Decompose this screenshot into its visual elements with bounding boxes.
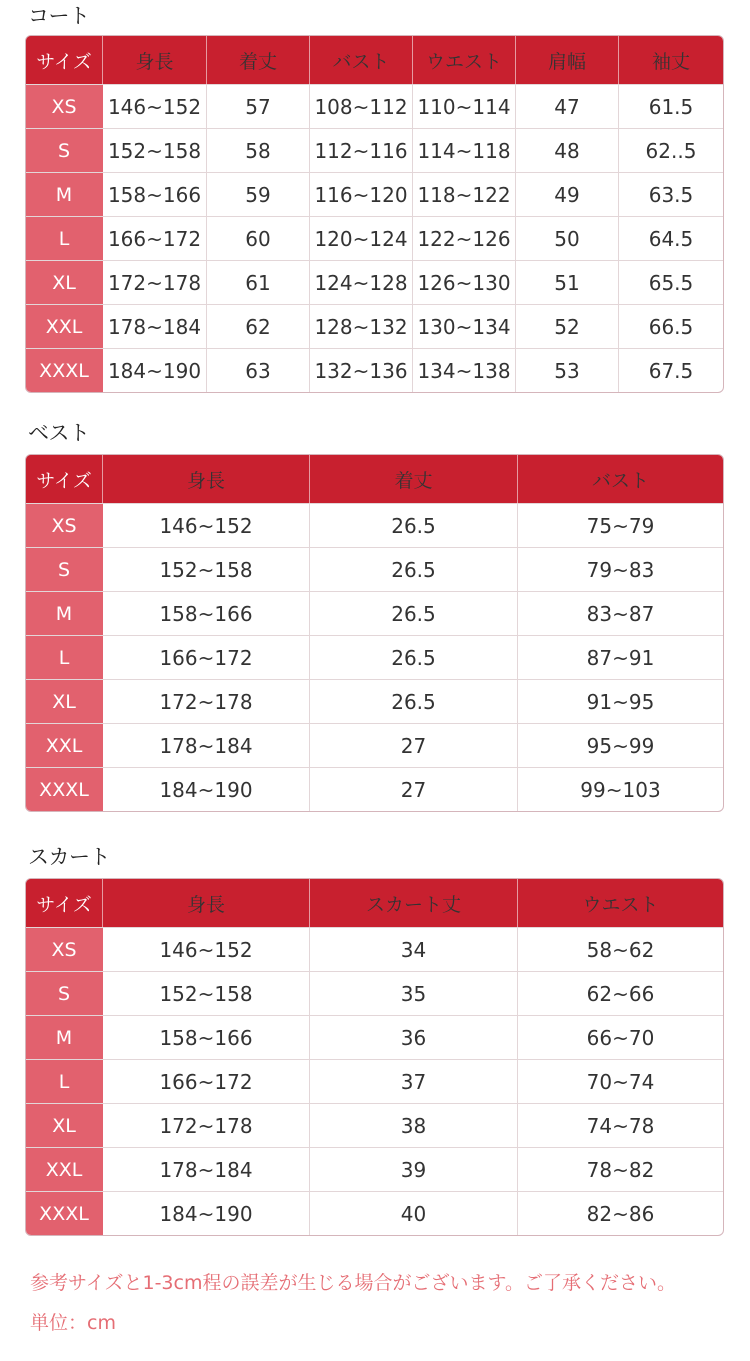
skirt-table-row xyxy=(26,1059,723,1103)
coat-table-cell: 61 xyxy=(207,261,310,304)
skirt-size-table xyxy=(25,878,724,1236)
coat-size-label: M xyxy=(26,173,103,216)
skirt-size-label: XS xyxy=(26,928,103,971)
skirt-size-label: XXXL xyxy=(26,1192,103,1235)
skirt-column-header: 身長 xyxy=(103,879,310,927)
coat-table-cell: 61.5 xyxy=(648,94,694,119)
coat-table-cell: 110~114 xyxy=(413,85,516,128)
vest-table-cell: 146~152 xyxy=(103,504,310,547)
skirt-size-label: XXL xyxy=(26,1148,103,1191)
skirt-column-header: サイズ xyxy=(26,879,103,927)
coat-column-header: バスト xyxy=(310,36,413,84)
coat-table-cell: 118~122 xyxy=(413,173,516,216)
coat-table-row xyxy=(26,172,723,216)
skirt-column-header: スカート丈 xyxy=(310,879,518,927)
skirt-header-row xyxy=(26,879,723,927)
coat-table-cell: 67.5 xyxy=(648,358,694,383)
coat-table-cell: 134~138 xyxy=(413,349,516,392)
vest-size-label: XL xyxy=(26,680,103,723)
vest-table-cell: 26.5 xyxy=(310,504,518,547)
vest-size-label: M xyxy=(26,592,103,635)
coat-table-row xyxy=(26,304,723,348)
skirt-table-cell: 166~172 xyxy=(103,1060,310,1103)
coat-size-label: XS xyxy=(26,85,103,128)
coat-table-row xyxy=(26,260,723,304)
skirt-table-row xyxy=(26,1191,723,1235)
coat-table-cell: 59 xyxy=(207,173,310,216)
vest-table-cell: 95~99 xyxy=(586,733,655,758)
coat-table-row xyxy=(26,84,723,128)
vest-table-cell: 178~184 xyxy=(103,724,310,767)
skirt-table-cell: 38 xyxy=(310,1104,518,1147)
vest-table-cell: 152~158 xyxy=(103,548,310,591)
skirt-size-label: XL xyxy=(26,1104,103,1147)
vest-table-cell: 184~190 xyxy=(103,768,310,811)
coat-table-cell: 57 xyxy=(207,85,310,128)
coat-table-cell: 112~116 xyxy=(310,129,413,172)
skirt-table-cell: 39 xyxy=(310,1148,518,1191)
coat-column-header: 袖丈 xyxy=(651,50,690,73)
coat-table-cell: 52 xyxy=(516,305,619,348)
vest-table-row xyxy=(26,547,723,591)
vest-table-cell: 27 xyxy=(310,724,518,767)
skirt-table-row xyxy=(26,1015,723,1059)
vest-size-label: XS xyxy=(26,504,103,547)
unit-note: 単位：cm xyxy=(30,1312,116,1334)
coat-table-cell: 48 xyxy=(516,129,619,172)
coat-table-cell: 53 xyxy=(516,349,619,392)
coat-size-label: XXL xyxy=(26,305,103,348)
coat-table-cell: 63.5 xyxy=(648,182,694,207)
coat-table-cell: 132~136 xyxy=(310,349,413,392)
coat-table-cell: 146~152 xyxy=(103,85,207,128)
vest-table-cell: 91~95 xyxy=(586,689,655,714)
vest-column-header: バスト xyxy=(591,469,649,492)
skirt-size-label: S xyxy=(26,972,103,1015)
skirt-table-cell: 37 xyxy=(310,1060,518,1103)
skirt-size-label: M xyxy=(26,1016,103,1059)
coat-size-label: L xyxy=(26,217,103,260)
coat-table-cell: 65.5 xyxy=(648,270,694,295)
coat-table-cell: 152~158 xyxy=(103,129,207,172)
skirt-section-title: スカート xyxy=(28,845,110,869)
vest-table-row xyxy=(26,723,723,767)
coat-table-cell: 58 xyxy=(207,129,310,172)
coat-table-cell: 130~134 xyxy=(413,305,516,348)
vest-table-row xyxy=(26,591,723,635)
coat-table-cell: 66.5 xyxy=(648,314,694,339)
vest-table-row xyxy=(26,503,723,547)
vest-size-label: XXL xyxy=(26,724,103,767)
disclaimer-note: 参考サイズと1-3cm程の誤差が生じる場合がございます。ご了承ください。 xyxy=(30,1272,676,1294)
vest-table-cell: 27 xyxy=(310,768,518,811)
vest-table-cell: 172~178 xyxy=(103,680,310,723)
vest-table-row xyxy=(26,767,723,811)
vest-table-cell: 158~166 xyxy=(103,592,310,635)
coat-table-cell: 50 xyxy=(516,217,619,260)
skirt-table-cell: 152~158 xyxy=(103,972,310,1015)
vest-size-table xyxy=(25,454,724,812)
skirt-table-cell: 78~82 xyxy=(586,1157,655,1182)
coat-table-cell: 184~190 xyxy=(103,349,207,392)
vest-size-label: L xyxy=(26,636,103,679)
coat-table-cell: 116~120 xyxy=(310,173,413,216)
coat-table-cell: 124~128 xyxy=(310,261,413,304)
coat-column-header: 着丈 xyxy=(207,36,310,84)
skirt-table-cell: 58~62 xyxy=(586,937,655,962)
coat-table-cell: 64.5 xyxy=(648,226,694,251)
coat-table-cell: 178~184 xyxy=(103,305,207,348)
vest-header-row xyxy=(26,455,723,503)
skirt-table-cell: 82~86 xyxy=(586,1201,655,1226)
vest-column-header: 身長 xyxy=(103,455,310,503)
skirt-table-cell: 184~190 xyxy=(103,1192,310,1235)
skirt-size-label: L xyxy=(26,1060,103,1103)
skirt-table-cell: 34 xyxy=(310,928,518,971)
coat-table-cell: 126~130 xyxy=(413,261,516,304)
vest-table-cell: 75~79 xyxy=(586,513,655,538)
skirt-table-cell: 70~74 xyxy=(586,1069,655,1094)
coat-column-header: ウエスト xyxy=(413,36,516,84)
skirt-table-cell: 178~184 xyxy=(103,1148,310,1191)
coat-table-cell: 49 xyxy=(516,173,619,216)
vest-table-row xyxy=(26,679,723,723)
coat-table-row xyxy=(26,128,723,172)
vest-table-cell: 87~91 xyxy=(586,645,655,670)
vest-table-cell: 166~172 xyxy=(103,636,310,679)
skirt-table-cell: 146~152 xyxy=(103,928,310,971)
coat-table-cell: 128~132 xyxy=(310,305,413,348)
skirt-table-cell: 74~78 xyxy=(586,1113,655,1138)
skirt-table-cell: 158~166 xyxy=(103,1016,310,1059)
coat-table-cell: 62..5 xyxy=(645,138,697,163)
skirt-table-cell: 172~178 xyxy=(103,1104,310,1147)
vest-table-cell: 26.5 xyxy=(310,548,518,591)
vest-size-label: S xyxy=(26,548,103,591)
coat-header-row xyxy=(26,36,723,84)
skirt-table-cell: 36 xyxy=(310,1016,518,1059)
vest-table-cell: 26.5 xyxy=(310,592,518,635)
vest-column-header: サイズ xyxy=(26,455,103,503)
skirt-column-header: ウエスト xyxy=(582,893,659,916)
coat-size-table xyxy=(25,35,724,393)
vest-table-cell: 26.5 xyxy=(310,636,518,679)
vest-table-cell: 83~87 xyxy=(586,601,655,626)
vest-table-cell: 26.5 xyxy=(310,680,518,723)
coat-column-header: 身長 xyxy=(103,36,207,84)
vest-table-row xyxy=(26,635,723,679)
coat-column-header: 肩幅 xyxy=(516,36,619,84)
coat-size-label: S xyxy=(26,129,103,172)
coat-size-label: XL xyxy=(26,261,103,304)
coat-size-label: XXXL xyxy=(26,349,103,392)
skirt-table-cell: 66~70 xyxy=(586,1025,655,1050)
vest-table-cell: 99~103 xyxy=(580,777,661,802)
coat-table-cell: 47 xyxy=(516,85,619,128)
coat-table-cell: 166~172 xyxy=(103,217,207,260)
coat-table-cell: 108~112 xyxy=(310,85,413,128)
coat-section-title: コート xyxy=(28,4,90,28)
vest-column-header: 着丈 xyxy=(310,455,518,503)
coat-table-cell: 120~124 xyxy=(310,217,413,260)
coat-table-cell: 63 xyxy=(207,349,310,392)
coat-table-row xyxy=(26,216,723,260)
vest-size-label: XXXL xyxy=(26,768,103,811)
coat-table-cell: 114~118 xyxy=(413,129,516,172)
skirt-table-row xyxy=(26,971,723,1015)
skirt-table-row xyxy=(26,1147,723,1191)
coat-table-cell: 172~178 xyxy=(103,261,207,304)
skirt-table-row xyxy=(26,1103,723,1147)
coat-table-cell: 122~126 xyxy=(413,217,516,260)
coat-table-row xyxy=(26,348,723,392)
vest-section-title: ベスト xyxy=(28,421,90,445)
coat-column-header: サイズ xyxy=(26,36,103,84)
coat-table-cell: 62 xyxy=(207,305,310,348)
vest-table-cell: 79~83 xyxy=(586,557,655,582)
skirt-table-row xyxy=(26,927,723,971)
coat-table-cell: 51 xyxy=(516,261,619,304)
skirt-table-cell: 35 xyxy=(310,972,518,1015)
coat-table-cell: 158~166 xyxy=(103,173,207,216)
skirt-table-cell: 62~66 xyxy=(586,981,655,1006)
coat-table-cell: 60 xyxy=(207,217,310,260)
skirt-table-cell: 40 xyxy=(310,1192,518,1235)
